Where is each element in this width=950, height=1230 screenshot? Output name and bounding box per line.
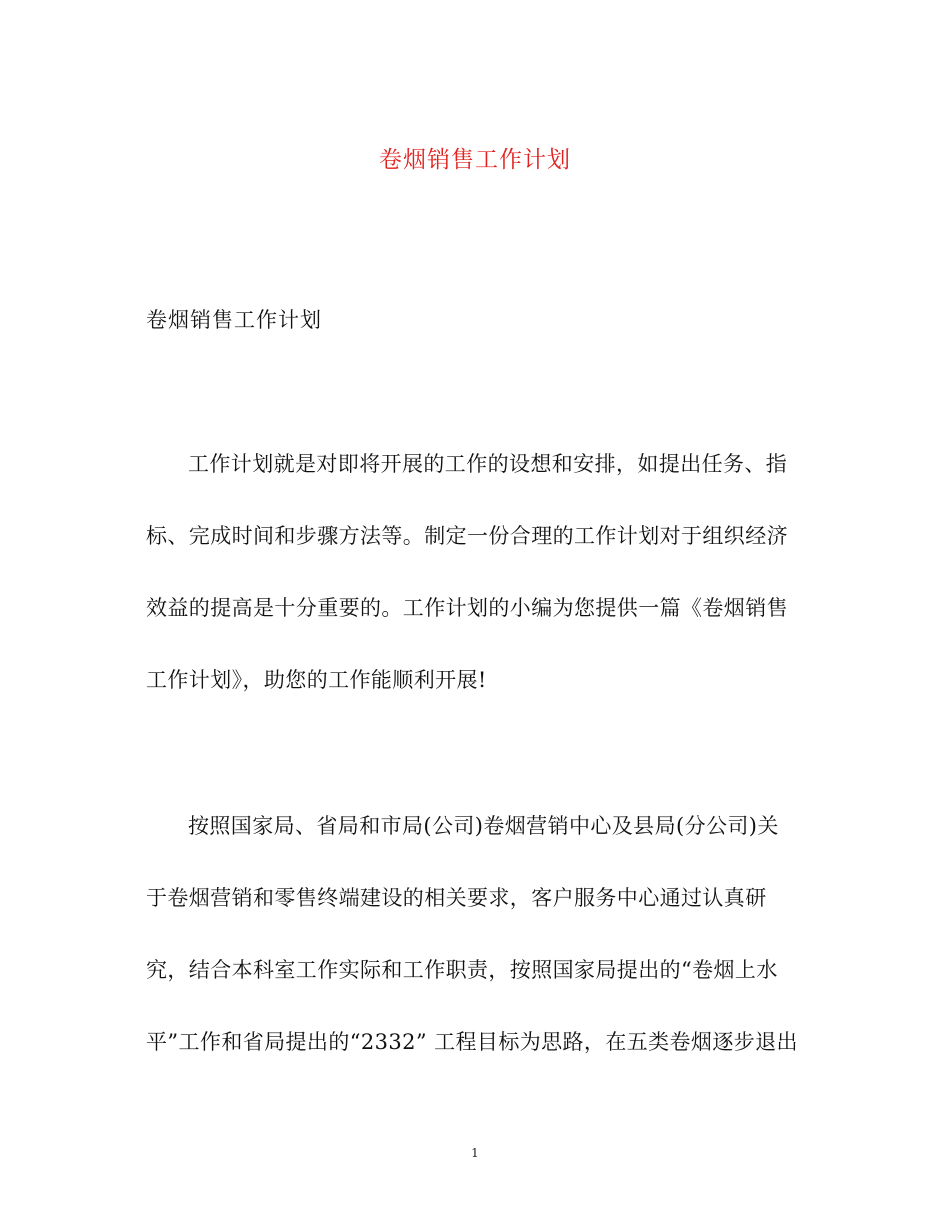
document-title: 卷烟销售工作计划	[379, 147, 571, 173]
document-subtitle: 卷烟销售工作计划	[146, 308, 322, 332]
page-number: 1	[471, 1146, 479, 1160]
paragraph-line: 究，结合本科室工作实际和工作职责，按照国家局提出的“卷烟上水	[146, 958, 778, 982]
paragraph-body	[146, 790, 806, 1078]
paragraph-line: 于卷烟营销和零售终端建设的相关要求，客户服务中心通过认真研	[146, 886, 767, 910]
paragraph-line: 效益的提高是十分重要的。工作计划的小编为您提供一篇《卷烟销售	[146, 596, 788, 620]
paragraph-line: 工作计划》，助您的工作能顺利开展!	[146, 668, 487, 692]
paragraph-line: 工作计划就是对即将开展的工作的设想和安排，如提出任务、指	[188, 452, 788, 476]
paragraph-line: 按照国家局、省局和市局(公司)卷烟营销中心及县局(分公司)关	[188, 814, 779, 838]
paragraph-line: 标、完成时间和步骤方法等。制定一份合理的工作计划对于组织经济	[146, 524, 788, 548]
paragraph-intro	[146, 428, 806, 716]
paragraph-line: 平”工作和省局提出的“2332” 工程目标为思路，在五类卷烟逐步退出	[146, 1030, 798, 1054]
